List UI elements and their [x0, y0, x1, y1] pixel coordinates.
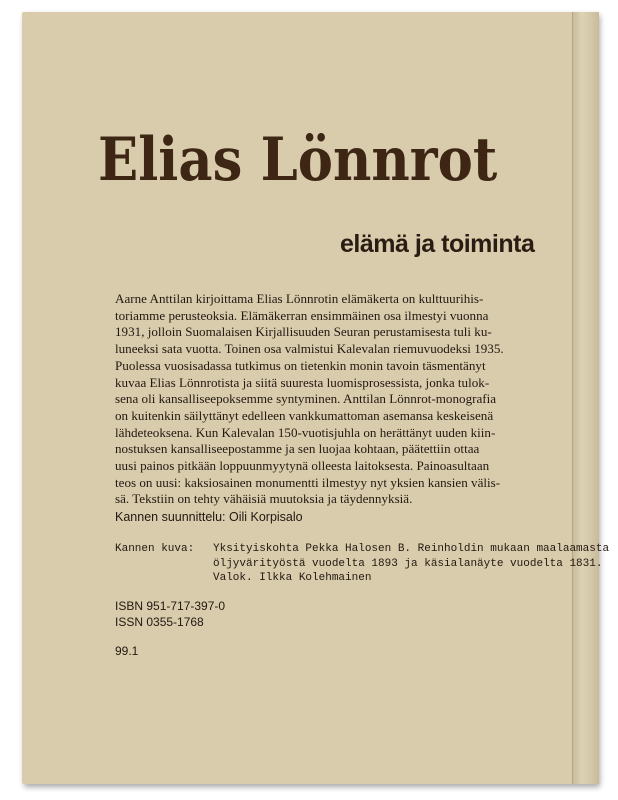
book-back-cover: [22, 12, 610, 784]
isbn-number: ISBN 951-717-397-0: [115, 599, 226, 613]
book-subtitle: elämä ja toiminta: [340, 230, 535, 258]
description-line: luneeksi sata vuotta. Toinen osa valmistui Kalevalan riemuvuodeksi 1935.: [115, 341, 504, 357]
description-line: toriamme perusteoksia. Elämäkerran ensimmäinen osa ilmestyi vuonna: [115, 307, 489, 323]
cover-image-label: Kannen kuva:: [115, 543, 195, 555]
book-title: Elias Lönnrot: [98, 125, 498, 195]
cover-image-line: Yksityiskohta Pekka Halosen B. Reinholdin mukaan maalaamasta: [213, 543, 610, 555]
cover-image-line: Valok. Ilkka Kolehmainen: [213, 572, 372, 585]
description-line: sä. Tekstiin on tehty vähäisiä muutoksia ja täydennyksiä.: [115, 491, 413, 507]
classification-code: 99.1: [115, 644, 139, 658]
description-line: nostuksen kansalliseepostamme ja sen luojaa kohtaan, päätettiin ottaa: [115, 441, 480, 457]
issn-number: ISSN 0355-1768: [115, 614, 204, 629]
description-line: Aarne Anttilan kirjoittama Elias Lönnrotin elämäkerta on kulttuurihis-: [115, 291, 484, 306]
book-description: [115, 291, 535, 508]
book-spine: [572, 12, 599, 784]
description-line: sena oli kansalliseepoksemme syntyminen. Anttilan Lönnrot-monografia: [115, 391, 497, 407]
description-line: Puolessa vuosisadassa tutkimus on tietenkin monin tavoin täsmentänyt: [115, 357, 486, 373]
cover-designer-credit: Kannen suunnittelu: Oili Korpisalo: [115, 510, 303, 524]
description-line: on kuitenkin säilyttänyt edelleen vankkumattoman asemansa keskeisenä: [115, 407, 494, 423]
description-line: teos on uusi: kaksiosainen monumentti ilmestyy nyt yksien kansien välis-: [115, 474, 501, 490]
description-line: 1931, jolloin Suomalaisen Kirjallisuuden Seuran perustamisesta tuli ku-: [115, 324, 492, 340]
description-line: lähdeteoksena. Kun Kalevalan 150-vuotisjuhla on herättänyt uuden kiin-: [115, 424, 496, 440]
cover-image-line: öljyvärityöstä vuodelta 1893 ja käsialanäyte vuodelta 1831.: [213, 557, 603, 570]
description-line: uusi painos pitkään loppuunmyytynä olleesta laitoksesta. Painoasultaan: [115, 458, 490, 474]
publication-identifiers: [115, 599, 225, 630]
cover-image-text: [213, 542, 609, 586]
description-line: kuvaa Elias Lönnrotista ja siitä suuresta luomisprosessista, jonka tulok-: [115, 374, 490, 390]
